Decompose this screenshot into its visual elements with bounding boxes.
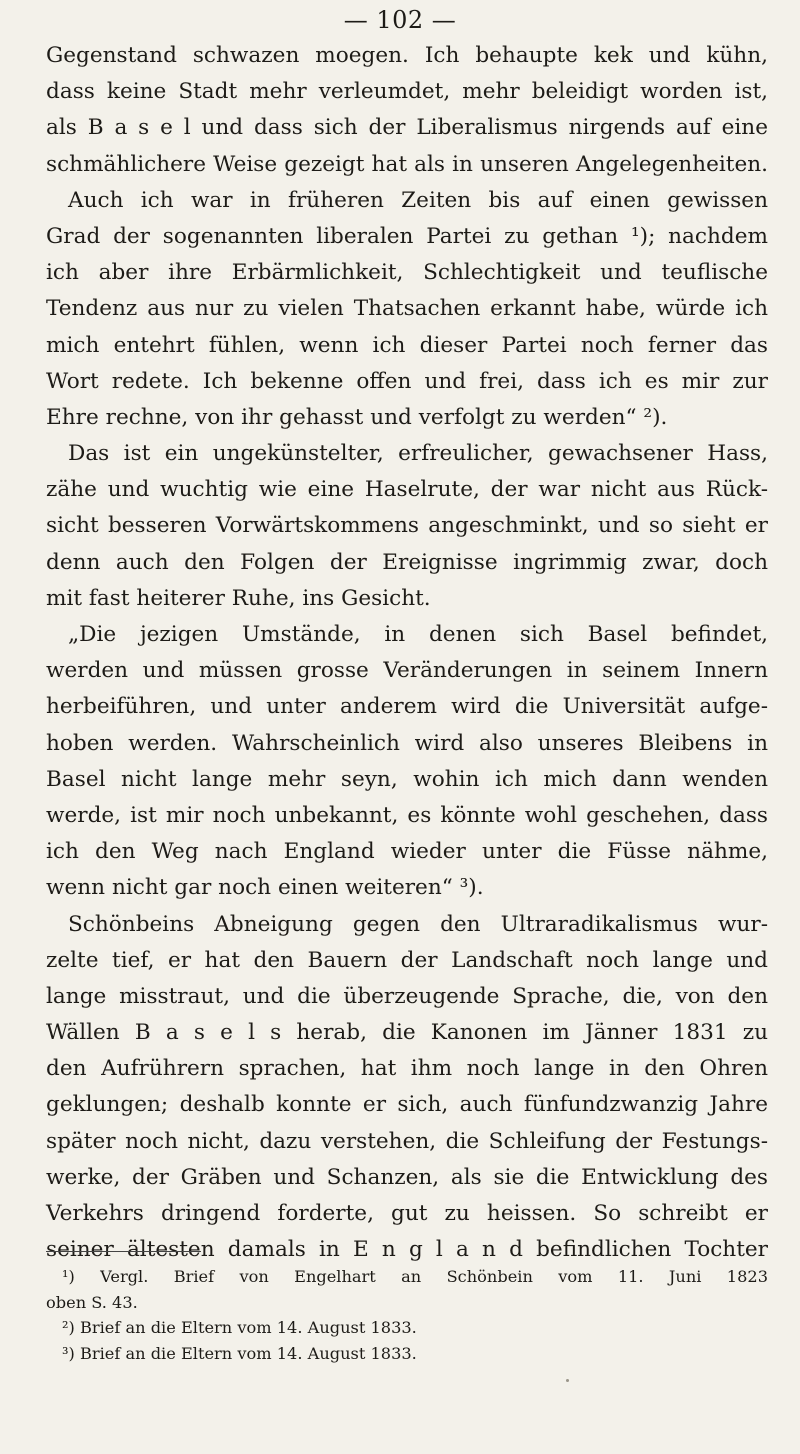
text-line: seiner ältesten damals in E n g l a n d befindlichen Tochter — [46, 1237, 768, 1263]
text-line: Gegenstand schwazen moegen. Ich behaupte kek und kühn, — [46, 43, 768, 68]
text-line: mit fast heiterer Ruhe, ins Gesicht. — [46, 585, 431, 611]
footnote-line: ¹) Vergl. Brief von Engelhart an Schönbein vom 11. Juni 1823 — [62, 1267, 768, 1286]
text-line: Ehre rechne, von ihr gehasst und verfolgt zu werden“ ²). — [46, 404, 668, 430]
text-line: zelte tief, er hat den Bauern der Landschaft noch lange und — [46, 947, 768, 973]
text-line: ich aber ihre Erbärmlichkeit, Schlechtigkeit und teuflische — [46, 260, 768, 286]
text-line: herbeiführen, und unter anderem wird die Universität aufge- — [46, 694, 768, 720]
text-line: Verkehrs dringend forderte, gut zu heissen. So schreibt er — [46, 1201, 768, 1226]
text-line: Basel nicht lange mehr seyn, wohin ich mich dann wenden — [46, 766, 768, 792]
paper-speck — [566, 1379, 569, 1382]
text-line: Tendenz aus nur zu vielen Thatsachen erkannt habe, würde ich — [46, 296, 768, 322]
text-line: Wällen B a s e l s herab, die Kanonen im Jänner 1831 zu — [46, 1020, 768, 1046]
text-line: lange misstraut, und die überzeugende Sprache, die, von den — [46, 983, 768, 1009]
text-line: sicht besseren Vorwärtskommens angeschminkt, und so sieht er — [46, 513, 768, 539]
text-line: Schönbeins Abneigung gegen den Ultraradikalismus wur- — [68, 911, 768, 937]
text-line: geklungen; deshalb konnte er sich, auch fünfundzwanzig Jahre — [46, 1092, 768, 1118]
footnote-line: oben S. 43. — [46, 1292, 138, 1312]
text-line: als B a s e l und dass sich der Liberalismus nirgends auf eine — [46, 115, 768, 141]
page-number: — 102 — — [343, 6, 457, 34]
footnote-line: ²) Brief an die Eltern vom 14. August 1833. — [62, 1318, 417, 1337]
text-line: Wort redete. Ich bekenne offen und frei, dass ich es mir zur — [46, 368, 768, 394]
footnote-divider — [46, 1251, 201, 1252]
text-line: wenn nicht gar noch einen weiteren“ ³). — [46, 875, 484, 901]
footnote-line: ³) Brief an die Eltern vom 14. August 1833. — [62, 1343, 417, 1363]
text-line: Grad der sogenannten liberalen Partei zu gethan ¹); nachdem — [46, 223, 768, 249]
text-line: werde, ist mir noch unbekannt, es könnte wohl geschehen, dass — [46, 802, 768, 828]
text-line: werke, der Gräben und Schanzen, als sie die Entwicklung des — [46, 1164, 768, 1190]
text-line: werden und müssen grosse Veränderungen in seinem Innern — [46, 658, 768, 684]
text-line: zähe und wuchtig wie eine Haselrute, der war nicht aus Rück- — [46, 477, 768, 503]
text-line: Auch ich war in früheren Zeiten bis auf einen gewissen — [68, 187, 768, 213]
text-line: denn auch den Folgen der Ereignisse ingrimmig zwar, doch — [46, 549, 768, 575]
text-line: ich den Weg nach England wieder unter die Füsse nähme, — [46, 839, 768, 865]
text-line: schmählichere Weise gezeigt hat als in unseren Angelegenheiten. — [46, 151, 768, 177]
text-line: hoben werden. Wahrscheinlich wird also unseres Bleibens in — [46, 730, 768, 756]
text-line: „Die jezigen Umstände, in denen sich Basel befindet, — [68, 622, 768, 647]
text-line: mich entehrt fühlen, wenn ich dieser Partei noch ferner das — [46, 332, 768, 358]
footnotes — [46, 1264, 768, 1366]
body-text — [46, 38, 768, 1268]
text-line: später noch nicht, dazu verstehen, die Schleifung der Festungs- — [46, 1128, 768, 1154]
text-line: den Aufrührern sprachen, hat ihm noch lange in den Ohren — [46, 1056, 768, 1082]
text-line: Das ist ein ungekünstelter, erfreulicher, gewachsener Hass, — [68, 441, 768, 467]
text-line: dass keine Stadt mehr verleumdet, mehr beleidigt worden ist, — [46, 79, 768, 105]
